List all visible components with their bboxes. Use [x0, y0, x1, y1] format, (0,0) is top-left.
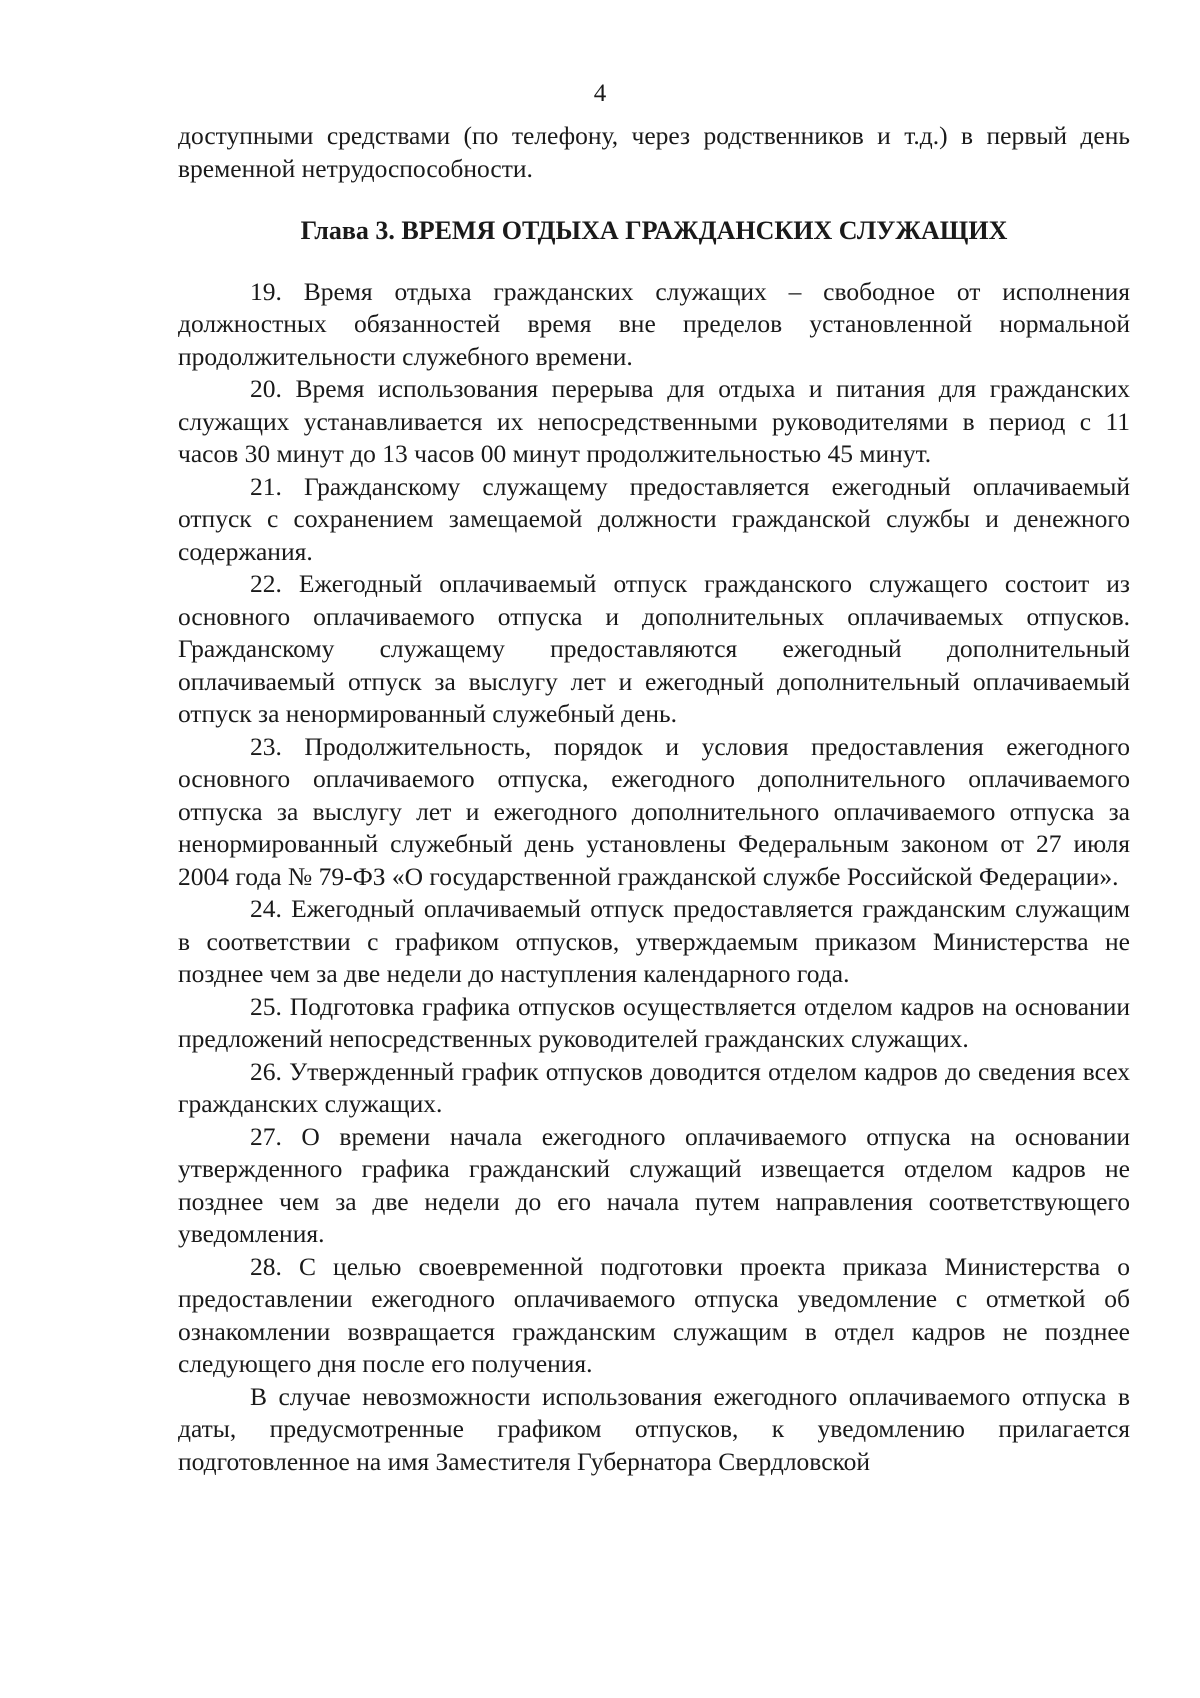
paragraph-24: 24. Ежегодный оплачиваемый отпуск предоставляется гражданским служащим в соответствии с графиком отпусков, утверждаемым приказом Министерства не позднее чем за две недели до наступления календарного года. [178, 894, 1130, 988]
document-body [178, 120, 1130, 1478]
paragraph-25: 25. Подготовка графика отпусков осуществляется отделом кадров на основании предложений непосредственных руководителей гражданских служащих. [178, 991, 1130, 1053]
page-number: 4 [593, 80, 607, 107]
paragraph-22: 22. Ежегодный оплачиваемый отпуск гражданского служащего состоит из основного оплачиваемого отпуска и дополнительных оплачиваемых отпусков. Гражданскому служащему предоставляются ежегодный дополнительный оплачиваемый отпуск за выслугу лет и ежегодный дополнительный оплачиваемый отпуск за ненормированный служебный день. [178, 569, 1130, 728]
paragraph-28-continuation: В случае невозможности использования ежегодного оплачиваемого отпуска в даты, предусмотренные графиком отпусков, к уведомлению прилагается подготовленное на имя Заместителя Губернатора Свердловской [178, 1381, 1130, 1476]
paragraph-23: 23. Продолжительность, порядок и условия предоставления ежегодного основного оплачиваемого отпуска, ежегодного дополнительного оплачиваемого отпуска за выслугу лет и ежегодного дополнительного оплачиваемого отпуска за ненормированный служебный день установлены Федеральным законом от 27 июля 2004 года № 79-ФЗ «О государственной гражданской службе Российской Федерации». [178, 731, 1130, 891]
chapter-title: Глава 3. ВРЕМЯ ОТДЫХА ГРАЖДАНСКИХ СЛУЖАЩИХ [300, 216, 1008, 245]
paragraph-19: 19. Время отдыха гражданских служащих – свободное от исполнения должностных обязанностей время вне пределов установленной нормальной продолжительности служебного времени. [178, 276, 1130, 371]
paragraph-20: 20. Время использования перерыва для отдыха и питания для гражданских служащих устанавливается их непосредственными руководителями в период с 11 часов 30 минут до 13 часов 00 минут продолжительностью 45 минут. [178, 374, 1130, 468]
continuation-paragraph: доступными средствами (по телефону, через родственников и т.д.) в первый день временной нетрудоспособности. [178, 121, 1130, 183]
paragraph-21: 21. Гражданскому служащему предоставляется ежегодный оплачиваемый отпуск с сохранением замещаемой должности гражданской службы и денежного содержания. [178, 471, 1130, 566]
paragraph-28: 28. С целью своевременной подготовки проекта приказа Министерства о предоставлении ежегодного оплачиваемого отпуска уведомление с отметкой об ознакомлении возвращается гражданским служащим в отдел кадров не позднее следующего дня после его получения. [178, 1251, 1130, 1378]
paragraph-27: 27. О времени начала ежегодного оплачиваемого отпуска на основании утвержденного графика гражданский служащий извещается отделом кадров не позднее чем за две недели до его начала путем направления соответствующего уведомления. [178, 1121, 1130, 1248]
paragraph-26: 26. Утвержденный график отпусков доводится отделом кадров до сведения всех гражданских служащих. [178, 1056, 1130, 1118]
